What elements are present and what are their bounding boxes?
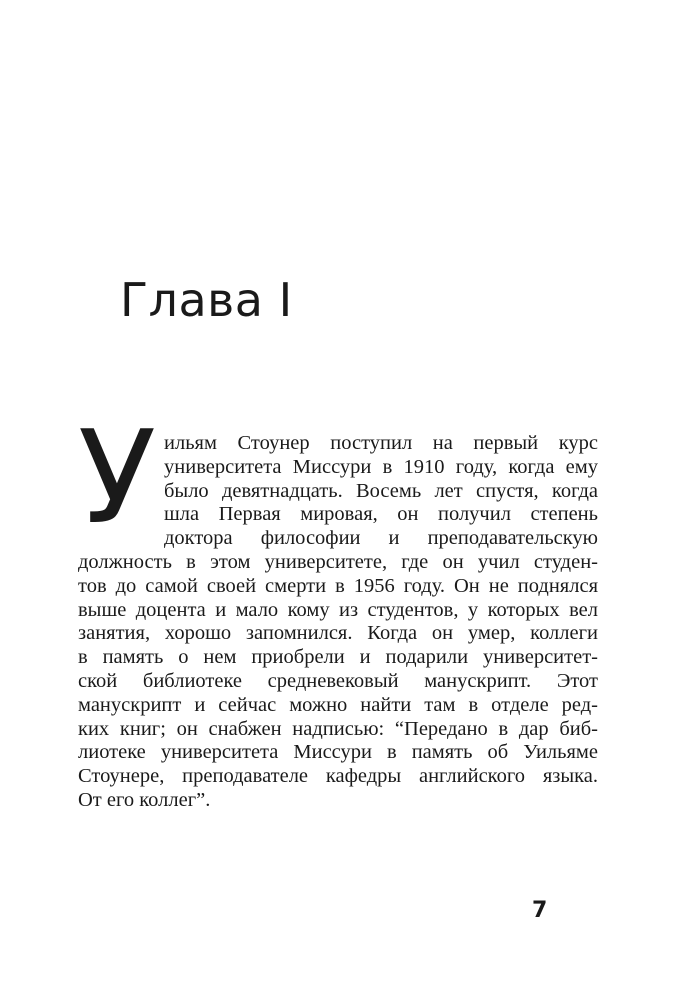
text-line: ких книг; он снабжен надписью: “Передано в дар биб- [78, 717, 598, 740]
chapter-paragraph [78, 432, 598, 813]
text-line: ской библиотеке средневековый манускрипт. Этот [78, 669, 598, 692]
text-line: ильям Стоунер поступил на первый курс [164, 432, 598, 454]
drop-cap-letter: У [78, 404, 156, 553]
text-line: Стоунере, преподавателе кафедры английского языка. [78, 765, 598, 788]
text-line: От его коллег”. [78, 788, 211, 811]
text-line: выше доцента и мало кому из студентов, у которых вел [78, 598, 598, 621]
page-number: 7 [532, 898, 548, 923]
text-line: в память о нем приобрели и подарили университет- [78, 646, 598, 669]
text-line: доктора философии и преподавательскую [164, 527, 598, 550]
text-line: было девятнадцать. Восемь лет спустя, когда [164, 479, 598, 502]
text-line: университета Миссури в 1910 году, когда ему [164, 455, 598, 478]
text-line: занятия, хорошо запомнился. Когда он умер, коллеги [78, 622, 598, 645]
chapter-title: Глава I [120, 273, 293, 327]
text-line: лиотеке университета Миссури в память об Уильяме [78, 741, 598, 764]
text-line: шла Первая мировая, он получил степень [164, 503, 598, 526]
text-line: должность в этом университете, где он учил студен- [78, 550, 598, 573]
text-line: тов до самой своей смерти в 1956 году. Он не поднялся [78, 574, 598, 597]
text-line: манускрипт и сейчас можно найти там в отделе ред- [78, 693, 598, 716]
